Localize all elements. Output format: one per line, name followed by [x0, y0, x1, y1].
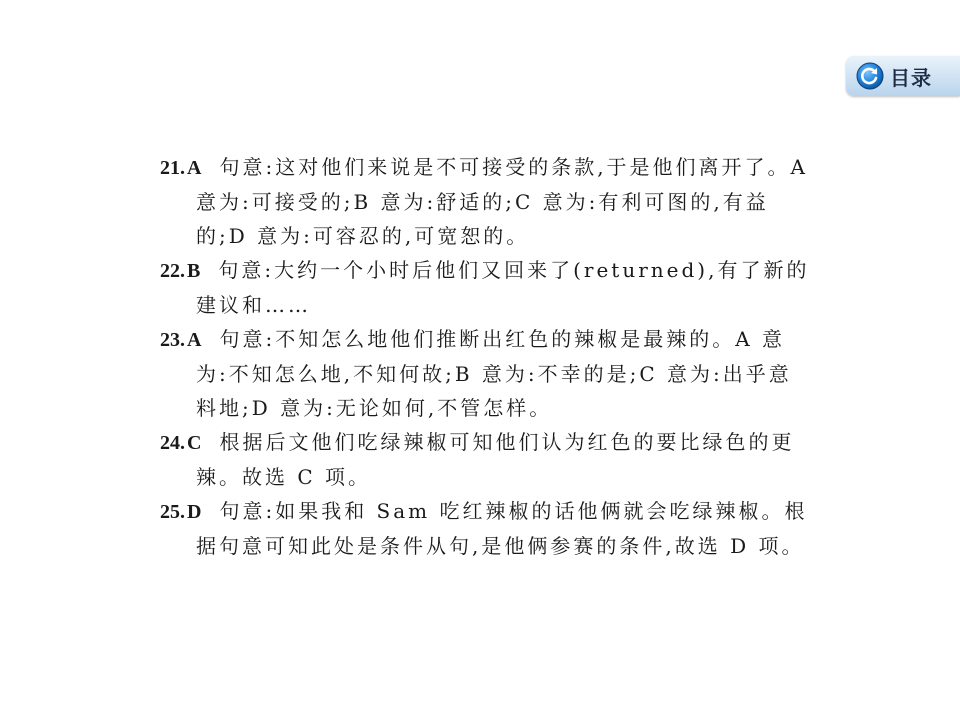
question-number: 22. — [160, 260, 185, 282]
question-number: 25. — [160, 501, 185, 523]
answer-item-25 — [160, 494, 810, 563]
answer-letter: C — [187, 432, 202, 454]
answer-explanations — [160, 150, 810, 563]
answer-item-24 — [160, 425, 810, 494]
explanation-text: 根据后文他们吃绿辣椒可知他们认为红色的要比绿色的更辣。故选 C 项。 — [196, 430, 795, 489]
question-number: 21. — [160, 157, 185, 179]
toc-button[interactable] — [846, 56, 960, 96]
answer-letter: A — [187, 157, 202, 179]
explanation-text: 句意:这对他们来说是不可接受的条款,于是他们离开了。A 意为:可接受的;B 意为:舒适的;C 意为:有利可图的,有益的;D 意为:可容忍的,可宽恕的。 — [196, 155, 808, 248]
explanation-text: 句意:大约一个小时后他们又回来了(returned),有了新的建议和…… — [196, 258, 810, 317]
explanation-text: 句意:不知怎么地他们推断出红色的辣椒是最辣的。A 意为:不知怎么地,不知何故;B 意为:不幸的是;C 意为:出乎意料地;D 意为:无论如何,不管怎样。 — [196, 327, 792, 420]
return-arrow-icon — [856, 62, 884, 90]
question-number: 24. — [160, 432, 185, 454]
answer-item-22 — [160, 253, 810, 322]
explanation-text: 句意:如果我和 Sam 吃红辣椒的话他俩就会吃绿辣椒。根据句意可知此处是条件从句,是他俩参赛的条件,故选 D 项。 — [196, 499, 808, 558]
toc-label: 目录 — [890, 65, 932, 90]
question-number: 23. — [160, 329, 185, 351]
answer-letter: A — [187, 329, 202, 351]
answer-item-21 — [160, 150, 810, 253]
answer-item-23 — [160, 322, 810, 425]
answer-letter: D — [187, 501, 202, 523]
answer-letter: B — [187, 260, 201, 282]
